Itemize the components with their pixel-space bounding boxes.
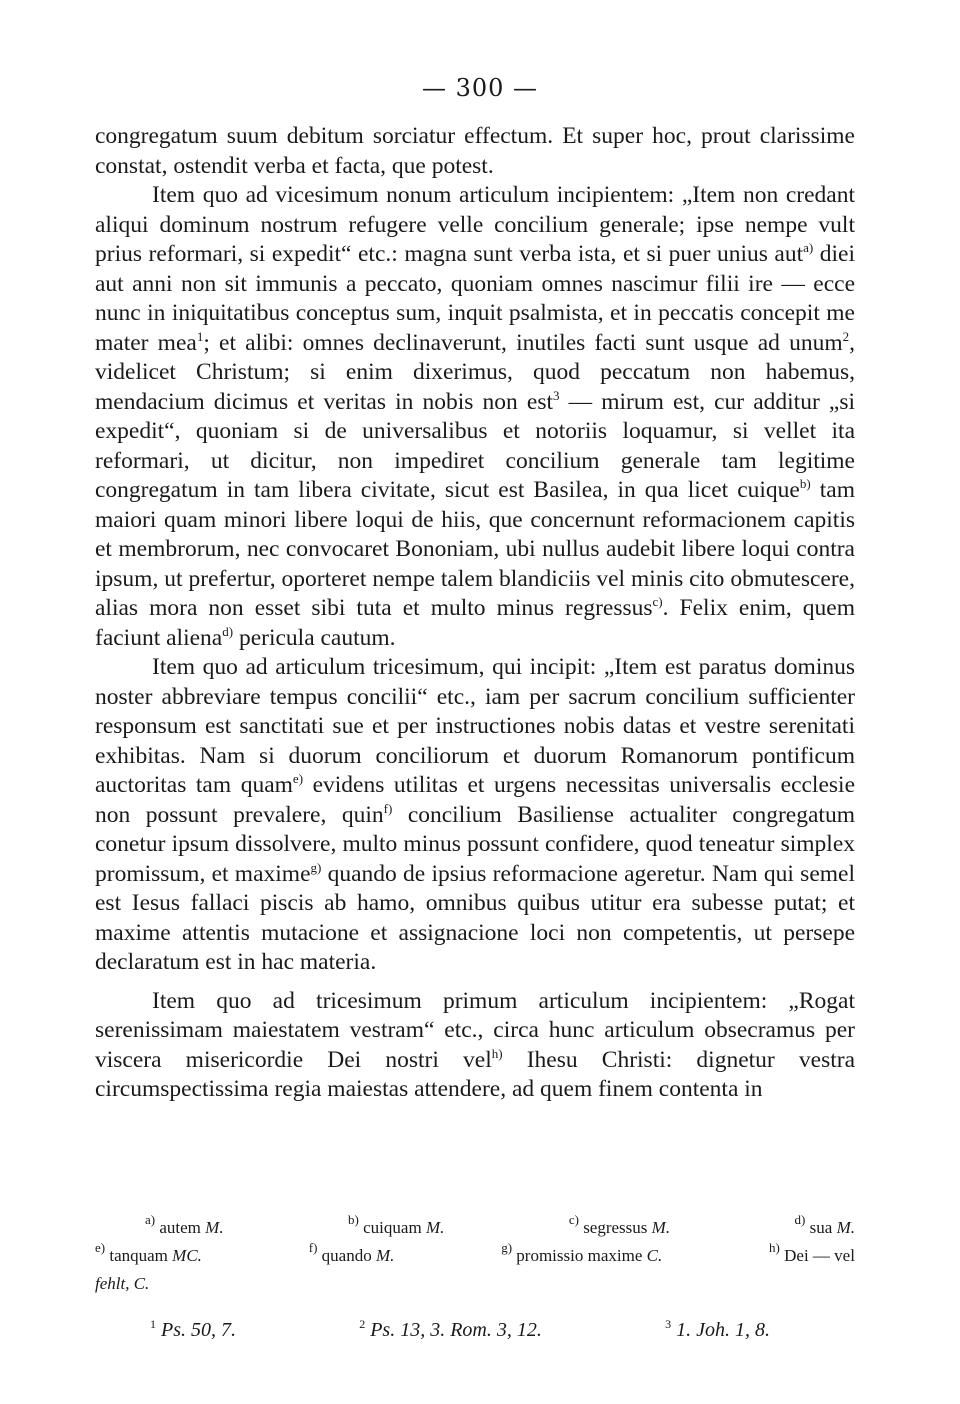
- source-number: 1: [150, 1317, 156, 1331]
- apparatus-siglum: M.: [836, 1218, 855, 1237]
- apparatus-note: [309, 1242, 395, 1270]
- note-marker: 3: [553, 387, 560, 403]
- apparatus-mark: e): [95, 1240, 106, 1255]
- apparatus-row: [95, 1242, 855, 1270]
- text-run: — mirum est, cur additur „si expedit“, quoniam si de universalibus et notoriis loquamur, si vellet ita reformari, ut dicitur, non impediret concilium generale tam legitime congregatum in tam libera civitate, sicut est Basilea, in qua licet cuique: [95, 388, 855, 503]
- text-run: , videlicet Christum; si enim dixerimus, quod peccatum non habemus, mendacium dicimus et veritas in nobis non est: [95, 329, 855, 415]
- critical-apparatus: [95, 1214, 855, 1298]
- text-run: Item quo ad vicesimum nonum articulum incipientem: „Item non credant aliqui dominum nostrum refugere velle concilium generale; ipse nempe vult prius reformari, si expedit“ etc.: magna sunt verba ista, et si puer unius aut: [95, 182, 855, 267]
- apparatus-mark: c): [568, 1212, 579, 1227]
- apparatus-note: [348, 1214, 444, 1242]
- note-marker: d): [222, 623, 234, 639]
- text-run: quando de ipsius reformacione ageretur. Nam qui semel est Iesus fallaci piscis ab hamo, omnibus quibus utitur era subesse putat; et maxime attentis mutacione et assignacione loci non competentis, ut persepe declaratum est in hac materia.: [95, 860, 855, 975]
- apparatus-reading: tanquam: [105, 1246, 173, 1265]
- paragraph: [95, 181, 855, 653]
- source-citation: Ps. 13, 3. Rom. 3, 12.: [370, 1319, 542, 1341]
- apparatus-siglum: M.: [425, 1218, 445, 1237]
- apparatus-siglum: M.: [375, 1246, 395, 1265]
- page-number: — 300 —: [421, 74, 539, 102]
- apparatus-note: [95, 1270, 149, 1298]
- apparatus-reading: autem: [155, 1218, 206, 1237]
- apparatus-siglum: M.: [651, 1218, 671, 1237]
- text-run: diei aut anni non sit immunis a peccato, quoniam omnes nascimur filii ire — ecce nunc in iniquitatibus conceptus sum, inquit psalmista, et in peccatis concepit me mater mea: [95, 241, 855, 356]
- apparatus-mark: f): [308, 1240, 318, 1255]
- source-reference: [665, 1316, 770, 1344]
- text-run: . Felix enim, quem faciunt aliena: [95, 595, 855, 651]
- apparatus-reading: segressus: [578, 1218, 652, 1237]
- note-marker: e): [292, 771, 304, 786]
- apparatus-note: [569, 1214, 670, 1242]
- text-run: congregatum suum debitum sorciatur effectum. Et super hoc, prout clarissime constat, ostendit verba et facta, que potest.: [95, 123, 855, 179]
- text-run: tam maiori quam minori libere loqui de hiis, que concernunt reformacionem capitis et membrorum, nec convocaret Bononiam, ubi nullus audebit libere loqui contra ipsum, ut prefertur, oporteret nempe talem blandiciis vel minis cito obmutescere, alias mora non esset sibi tuta et multo minus regressus: [95, 477, 855, 621]
- apparatus-reading: quando: [317, 1246, 376, 1265]
- apparatus-mark: a): [145, 1212, 156, 1227]
- apparatus-reading: Dei — vel: [779, 1246, 855, 1265]
- note-marker: h): [491, 1045, 503, 1061]
- paragraph: [95, 987, 855, 1105]
- apparatus-siglum: M.: [205, 1218, 224, 1237]
- apparatus-reading: promissio maxime: [512, 1246, 647, 1265]
- apparatus-siglum: MC.: [172, 1246, 202, 1265]
- text-run: ; et alibi: omnes declinaverunt, inutiles facti sunt usque ad unum: [203, 329, 843, 356]
- apparatus-note: [501, 1242, 662, 1270]
- apparatus-reading: sua: [805, 1218, 837, 1237]
- text-run: evidens utilitas et urgens necessitas universalis ecclesie non possunt prevalere, quin: [95, 772, 855, 828]
- main-text: [95, 122, 855, 1105]
- apparatus-mark: b): [348, 1212, 359, 1227]
- note-marker: 1: [196, 328, 204, 344]
- paragraph: [95, 122, 855, 181]
- paragraph: [95, 653, 855, 978]
- apparatus-mark: h): [769, 1240, 780, 1255]
- source-number: 3: [665, 1317, 672, 1331]
- apparatus-siglum: fehlt, C.: [95, 1274, 150, 1293]
- source-citation: 1. Joh. 1, 8.: [676, 1319, 770, 1341]
- apparatus-row: [95, 1270, 855, 1298]
- apparatus-note: [145, 1214, 224, 1242]
- apparatus-note: [95, 1242, 202, 1270]
- text-run: Item quo ad articulum tricesimum, qui incipit: „Item est paratus dominus noster abbreviare tempus concilii“ etc., iam per sacrum concilium sufficienter responsum est sanctitati sue et per instructiones nobis datas et vestre serenitati exhibitas. Nam si duorum conciliorum et duorum Romanorum pontificum auctoritas tam quam: [95, 654, 855, 798]
- source-citation: Ps. 50, 7.: [161, 1319, 236, 1341]
- note-marker: g): [310, 859, 322, 875]
- text-run: concilium Basiliense actualiter congregatum conetur ipsum dissolvere, multo minus possunt confidere, quod teneatur simplex promissum, et maxime: [95, 801, 855, 887]
- apparatus-mark: d): [794, 1212, 806, 1227]
- apparatus-note: [795, 1214, 855, 1242]
- note-marker: f): [383, 800, 393, 816]
- note-marker: c): [652, 594, 663, 609]
- note-marker: b): [799, 476, 811, 491]
- source-reference: [150, 1316, 236, 1344]
- text-run: pericula cautum.: [233, 624, 396, 651]
- text-run: Item quo ad tricesimum primum articulum incipientem: „Rogat serenissimam maiestatem vestram“ etc., circa hunc articulum obsecramus per viscera misericordie Dei nostri vel: [95, 987, 855, 1073]
- apparatus-siglum: C.: [646, 1246, 663, 1265]
- apparatus-reading: cuiquam: [358, 1218, 426, 1237]
- apparatus-note: [769, 1242, 855, 1270]
- source-references: [150, 1316, 770, 1344]
- apparatus-mark: g): [501, 1240, 513, 1255]
- note-marker: 2: [842, 328, 850, 344]
- source-reference: [359, 1316, 542, 1344]
- apparatus-row: [95, 1214, 855, 1242]
- source-number: 2: [359, 1317, 366, 1331]
- note-marker: a): [803, 240, 814, 255]
- text-run: Ihesu Christi: dignetur vestra circumspectissima regia maiestas attendere, ad quem finem contenta in: [95, 1046, 856, 1102]
